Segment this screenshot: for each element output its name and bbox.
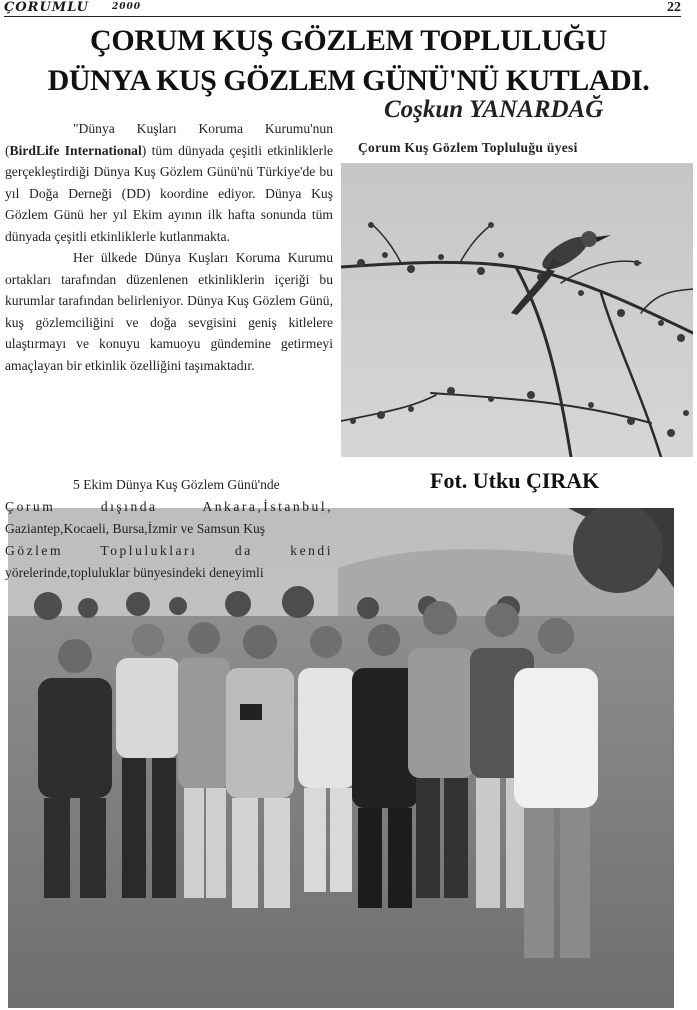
- headline-line-2: DÜNYA KUŞ GÖZLEM GÜNÜ'NÜ KUTLADI.: [47, 64, 650, 97]
- masthead-brand: ÇORUMLU: [4, 0, 89, 15]
- bee-eater-photo-image: [341, 163, 693, 457]
- byline-author: Coşkun YANARDAĞ: [384, 96, 604, 123]
- p3-line-3: Gaziantep,Kocaeli, Bursa,İzmir ve Samsun Kuş: [5, 521, 266, 536]
- article-paragraph-1: [5, 118, 333, 247]
- p1-rest: ) tüm dünyada çeşitli etkinliklerle gerçekleştirdiği Dünya Kuş Gözlem Günü'nü Türkiye'de bu yıl Doğa Derneği (DD) koordine ediyor. Dünya Kuş Gözlem Günü her yıl Ekim ayının ilk hafta sonunda tüm dünyada çeşitli etkinliklerle kutlanmakta.: [5, 142, 334, 244]
- masthead: [4, 0, 681, 17]
- page-number: 22: [667, 0, 681, 15]
- p1-open: "Dünya Kuşları Koruma Kurumu'nun (: [5, 121, 333, 158]
- article-paragraph-3: [5, 474, 333, 584]
- birdlife-name: BirdLife International: [9, 142, 142, 158]
- article-paragraph-2: Her ülkede Dünya Kuşları Koruma Kurumu ortakları tarafından düzenlenen etkinliklerin içeriği bu kurumlar tarafından belirleniyor. Dünya Kuş Gözlem Günü, kuş gözlemciliğini ve doğa sevgisini geniş kitlelere ulaştırmayı ve konuyu kamuoyu gündemine getirmeyi amaçlayan bir etkinlik özelliğini taşımaktadır.: [5, 250, 333, 373]
- bee-eater-photo: [341, 163, 693, 457]
- article-body: [5, 118, 333, 376]
- headline-line-1: ÇORUM KUŞ GÖZLEM TOPLULUĞU: [90, 24, 607, 57]
- masthead-year: 2000: [112, 2, 142, 12]
- p3-line-5: yörelerinde,topluluklar bünyesindeki deneyimli: [5, 565, 264, 580]
- p3-line-4: Gözlem Toplulukları da kendi: [5, 543, 333, 558]
- byline-role: Çorum Kuş Gözlem Topluluğu üyesi: [358, 140, 578, 155]
- p3-line-1: 5 Ekim Dünya Kuş Gözlem Günü'nde: [73, 477, 280, 492]
- p3-line-2: Çorum dışında Ankara,İstanbul,: [5, 499, 333, 514]
- photo-credit: Fot. Utku ÇIRAK: [430, 468, 600, 493]
